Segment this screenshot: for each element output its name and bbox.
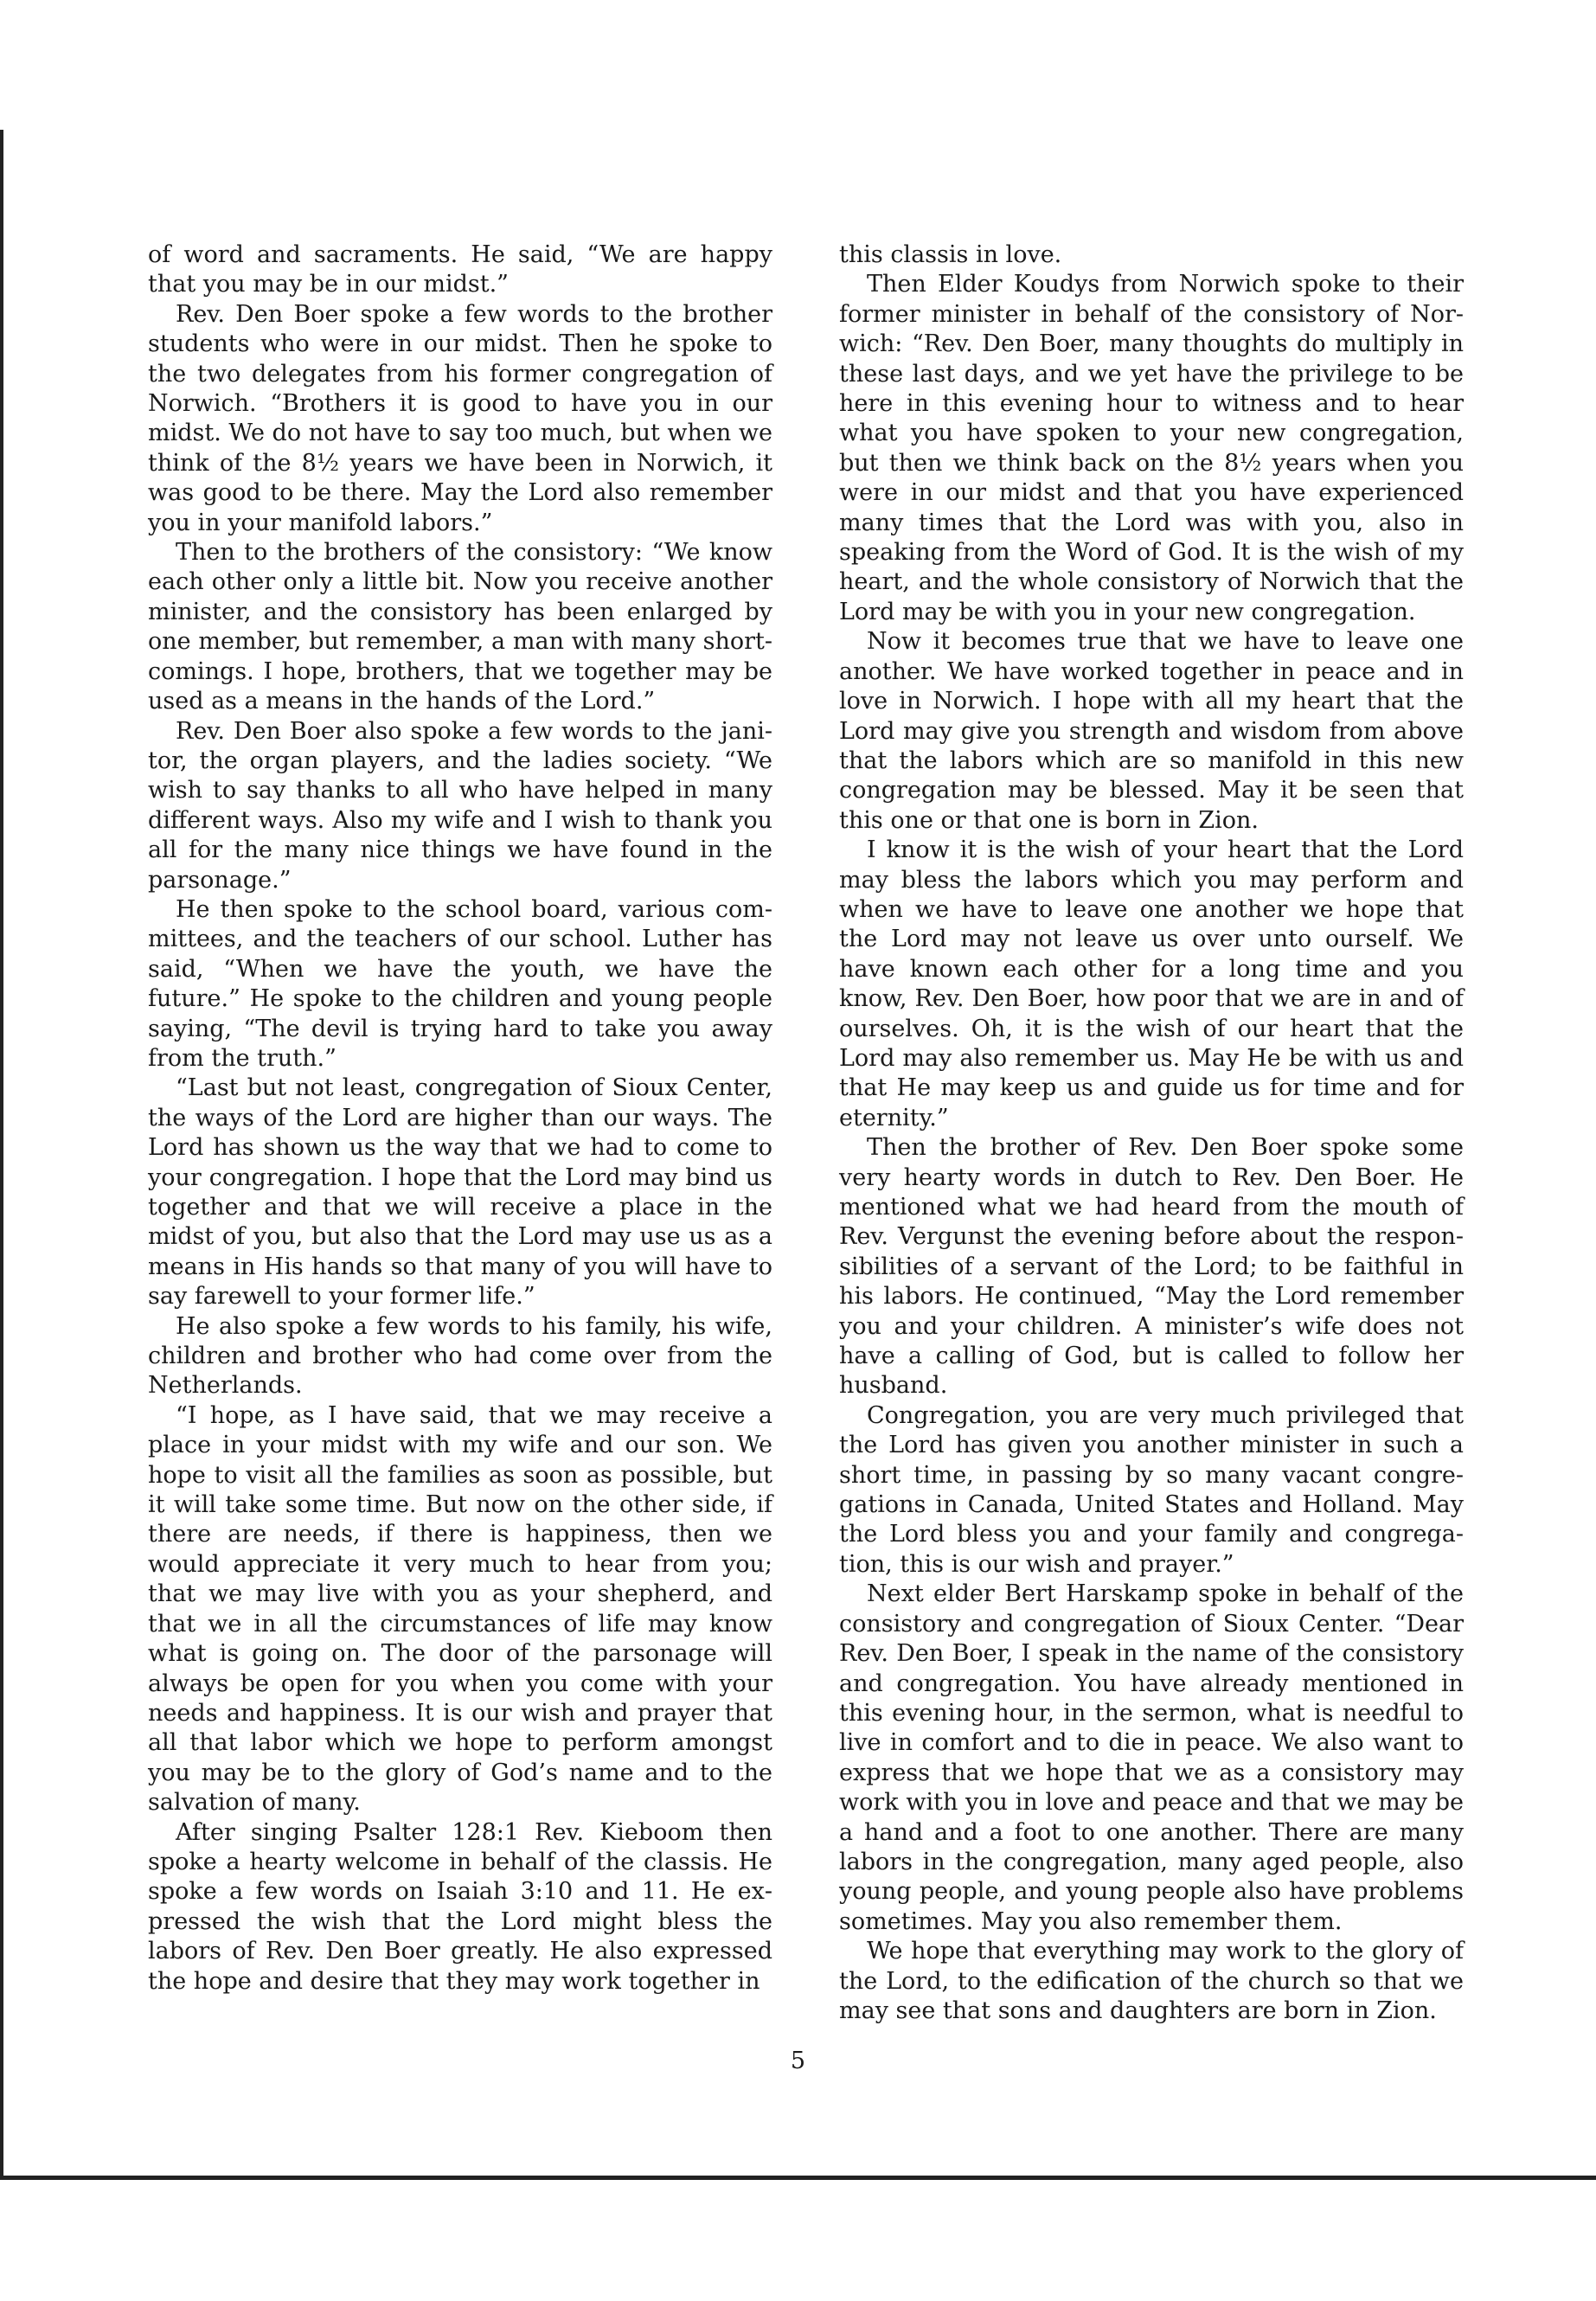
paragraph: “Last but not least, congregation of Sioux Center, the ways of the Lord are higher than our ways. The Lord has shown us the way that we had to come to your congregation. I hope that the Lord may bind us together and that we will receive a place in the midst of you, but also that the Lord may use us as a means in His hands so that many of you will have to say farewell to your former life.” [148, 1074, 772, 1311]
paragraph: Next elder Bert Harskamp spoke in behalf of the consistory and congregation of Sioux Center. “Dear Rev. Den Boer, I speak in the name of the consistory and congregation. You have already mentioned in this evening hour, in the sermon, what is needful to live in comfort and to die in peace. We also want to express that we hope that we as a consistory may work with you in love and peace and that we may be a hand and a foot to one another. There are many labors in the congregation, many aged people, also young people, and young people also have problems sometimes. May you also remember them. [839, 1580, 1464, 1935]
paragraph: “I hope, as I have said, that we may receive a place in your midst with my wife and our son. We hope to visit all the families as soon as possible, but it will take some time. But now on the other side, if there are needs, if there is happiness, then we would appreciate it very much to hear from you; that we may live with you as your shepherd, and that we in all the circumstances of life may know what is going on. The door of the parsonage will always be open for you when you come with your needs and happiness. It is our wish and prayer that all that labor which we hope to perform amongst you may be to the glory of God’s name and to the salvation of many. [148, 1401, 772, 1817]
paragraph: He then spoke to the school board, various committees, and the teachers of our school. Luther has said, “When we have the youth, we have the future.” He spoke to the children and young people saying, “The devil is trying hard to take you away from the truth.” [148, 895, 772, 1072]
right-column [839, 240, 1464, 2026]
paragraph: Then to the brothers of the consistory: “We know each other only a little bit. Now you receive another minister, and the consistory has been enlarged by one member, but remember, a man with many shortcomings. I hope, brothers, that we together may be used as a means in the hands of the Lord.” [148, 539, 772, 715]
left-column [148, 240, 772, 1997]
paragraph: of word and sacraments. He said, “We are happy that you may be in our midst.” [148, 241, 772, 298]
page-number: 5 [790, 2048, 806, 2074]
paragraph: this classis in love. [839, 241, 1062, 268]
paragraph: I know it is the wish of your heart that the Lord may bless the labors which you may perform and when we have to leave one another we hope that the Lord may not leave us over unto ourself. We have known each other for a long time and you know, Rev. Den Boer, how poor that we are in and of ourselves. Oh, it is the wish of our heart that the Lord may also remember us. May He be with us and that He may keep us and guide us for time and for eternity.” [839, 836, 1464, 1131]
bottom-rule [0, 2176, 1596, 2180]
paragraph: Congregation, you are very much privileged that the Lord has given you another minister in such a short time, in passing by so many vacant congregations in Canada, United States and Holland. May the Lord bless you and your family and congregation, this is our wish and prayer.” [839, 1401, 1464, 1578]
paragraph: Rev. Den Boer also spoke a few words to the janitor, the organ players, and the ladies society. “We wish to say thanks to all who have helped in many different ways. Also my wife and I wish to thank you all for the many nice things we have found in the parsonage.” [148, 717, 772, 894]
paragraph: Now it becomes true that we have to leave one another. We have worked together in peace and in love in Norwich. I hope with all my heart that the Lord may give you strength and wisdom from above that the labors which are so manifold in this new congregation may be blessed. May it be seen that this one or that one is born in Zion. [839, 628, 1464, 834]
paragraph: Then Elder Koudys from Norwich spoke to their former minister in behalf of the consistory of Norwich: “Rev. Den Boer, many thoughts do multiply in these last days, and we yet have the privilege to be here in this evening hour to witness and to hear what you have spoken to your new congregation, but then we think back on the 8½ years when you were in our midst and that you have experienced many times that the Lord was with you, also in speaking from the Word of God. It is the wish of my heart, and the whole consistory of Norwich that the Lord may be with you in your new congregation. [839, 271, 1464, 625]
paragraph: Rev. Den Boer spoke a few words to the brother students who were in our midst. Then he spoke to the two delegates from his former congregation of Norwich. “Brothers it is good to have you in our midst. We do not have to say too much, but when we think of the 8½ years we have been in Norwich, it was good to be there. May the Lord also remember you in your manifold labors.” [148, 300, 772, 536]
paragraph: We hope that everything may work to the glory of the Lord, to the edification of the church so that we may see that sons and daughters are born in Zion. [839, 1938, 1464, 2024]
paragraph: After singing Psalter 128:1 Rev. Kieboom then spoke a hearty welcome in behalf of the classis. He spoke a few words on Isaiah 3:10 and 11. He expressed the wish that the Lord might bless the labors of Rev. Den Boer greatly. He also expressed the hope and desire that they may work together in [148, 1818, 772, 1995]
page-left-edge [0, 130, 3, 2180]
paragraph: He also spoke a few words to his family, his wife, children and brother who had come over from the Netherlands. [148, 1312, 772, 1400]
paragraph: Then the brother of Rev. Den Boer spoke some very hearty words in dutch to Rev. Den Boer. He mentioned what we had heard from the mouth of Rev. Vergunst the evening before about the responsibilities of a servant of the Lord; to be faithful in his labors. He continued, “May the Lord remember you and your children. A minister’s wife does not have a calling of God, but is called to follow her husband. [839, 1134, 1464, 1400]
